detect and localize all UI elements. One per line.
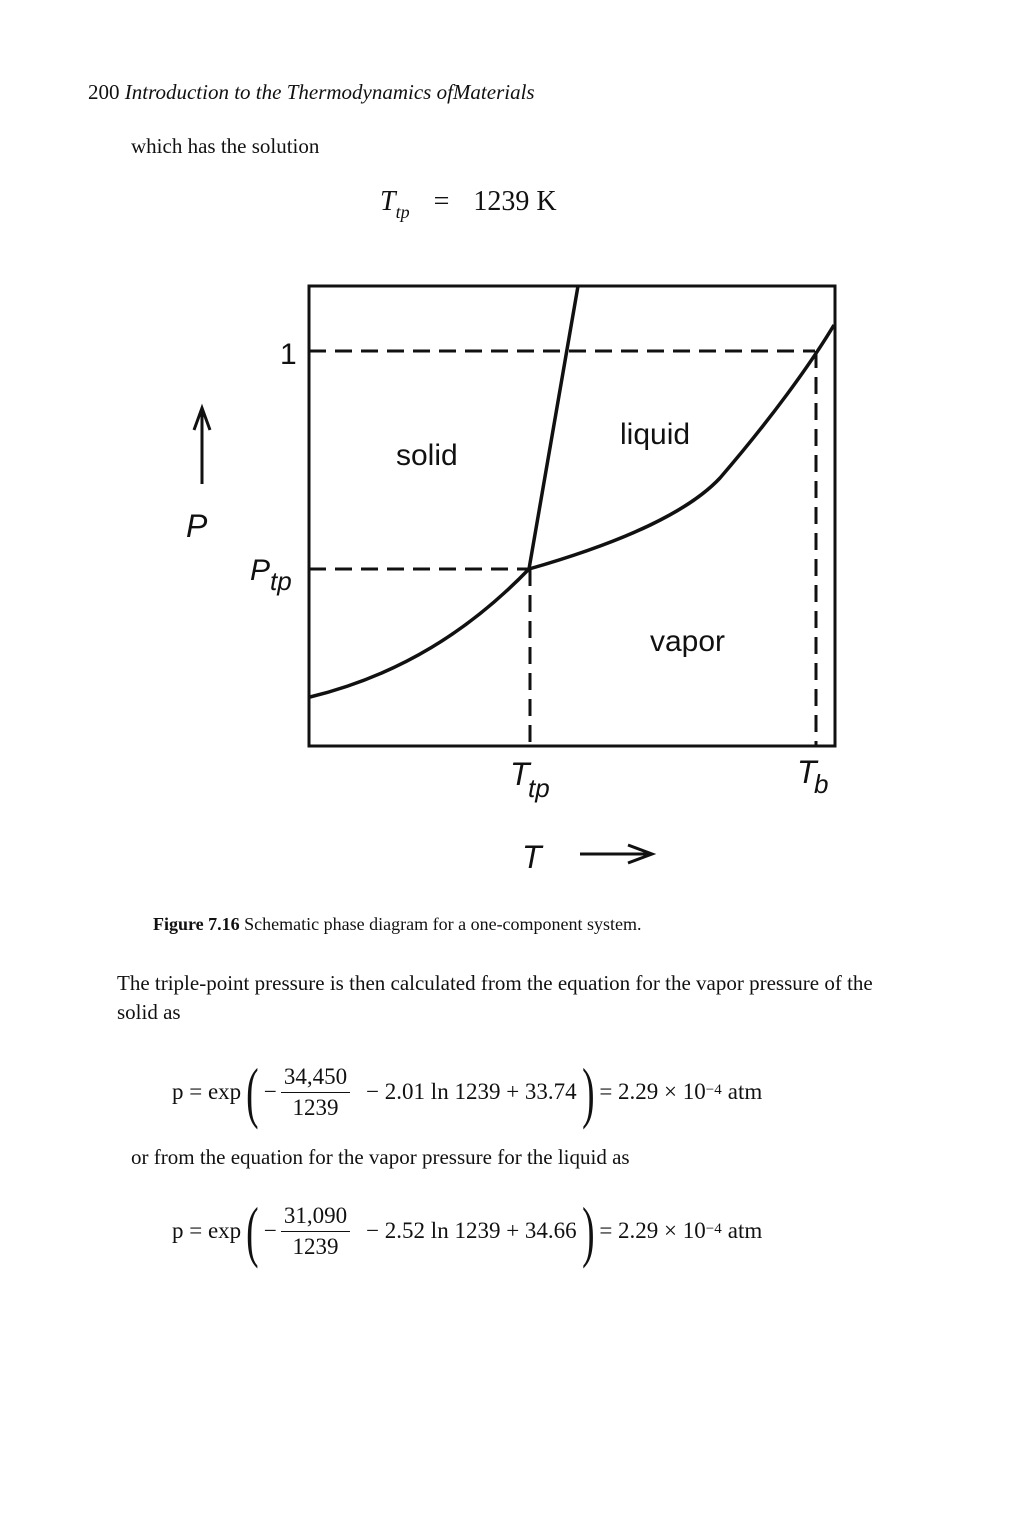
diagram-frame [309,286,835,746]
solution-lhs-sub: tp [395,202,410,222]
eq2-exponent: −4 [705,1220,722,1237]
figure-caption [153,914,642,935]
equation-1: p = exp ( − $\frac{34,450}{1239}$ − 2.01 ln 1239 + 33.74 ) = 2.29 × 10 $^{-4}$ atm [172,1054,763,1130]
region-label-solid: solid [396,439,458,472]
eq2-result: = 2.29 × 10 [599,1218,706,1243]
region-label-vapor: vapor [650,625,726,658]
eq2-fraction [281,1203,350,1260]
paragraph-2: or from the equation for the vapor pressure for the liquid as [131,1145,630,1169]
t-axis-label: T [522,839,542,875]
sublimation-curve [310,569,529,697]
p-axis-arrow [194,408,210,484]
eq1-numerator: 34,450 [281,1064,350,1093]
tick-label-ptp-sub: tp [270,566,292,596]
eq1-open-paren: ( [246,1054,259,1130]
eq1-result: = 2.29 × 10 [599,1079,706,1104]
tick-label-one: 1 [280,338,297,371]
tick-label-tb-sub: b [814,769,829,799]
eq2-close-paren: ) [581,1193,595,1269]
book-title: Introduction to the Thermodynamics ofMaterials [124,80,535,104]
eq1-denominator: 1239 [292,1094,339,1120]
paragraph-1: The triple-point pressure is then calculated from the equation for the vapor pressure of the solid as [117,971,873,1024]
eq1-unit: atm [727,1079,763,1104]
eq2-open-paren: ( [246,1193,259,1269]
intro-text: which has the solution [131,134,320,158]
eq1-close-paren: ) [581,1054,595,1130]
figure-caption-text: Schematic phase diagram for a one-component system. [244,914,642,934]
eq2-numerator: 31,090 [281,1203,350,1232]
dashed-guides [309,351,816,746]
eq2-lhs: p = exp [172,1218,242,1243]
page-number: 200 [88,80,120,104]
eq2-unit: atm [727,1218,763,1243]
solution-equals: = [433,186,450,217]
tick-label-tb-main: T [797,754,817,790]
melting-curve [529,286,578,569]
p-axis-label: P [186,508,208,544]
region-label-liquid: liquid [620,418,691,451]
eq2-middle: − 2.52 ln 1239 + 34.66 [366,1218,577,1243]
eq1-fraction [281,1064,350,1121]
tick-label-ttp-main: T [510,756,530,792]
eq2-denominator: 1239 [292,1233,339,1259]
solution-lhs-main: T [380,186,396,217]
t-axis-arrow [580,845,652,863]
eq1-exponent: −4 [705,1081,722,1098]
eq1-lhs: p = exp [172,1079,242,1104]
figure-caption-label: Figure 7.16 [153,914,240,934]
eq1-middle: − 2.01 ln 1239 + 33.74 [366,1079,577,1104]
equation-2: p = exp ( − $\frac{31,090}{1239}$ − 2.52 ln 1239 + 34.66 ) = 2.29 × 10 $^{-4}$ atm [172,1193,763,1269]
solution-rhs: 1239 K [473,186,557,217]
tick-label-ttp-sub: tp [528,773,550,803]
tick-label-ptp-main: P [250,554,271,587]
